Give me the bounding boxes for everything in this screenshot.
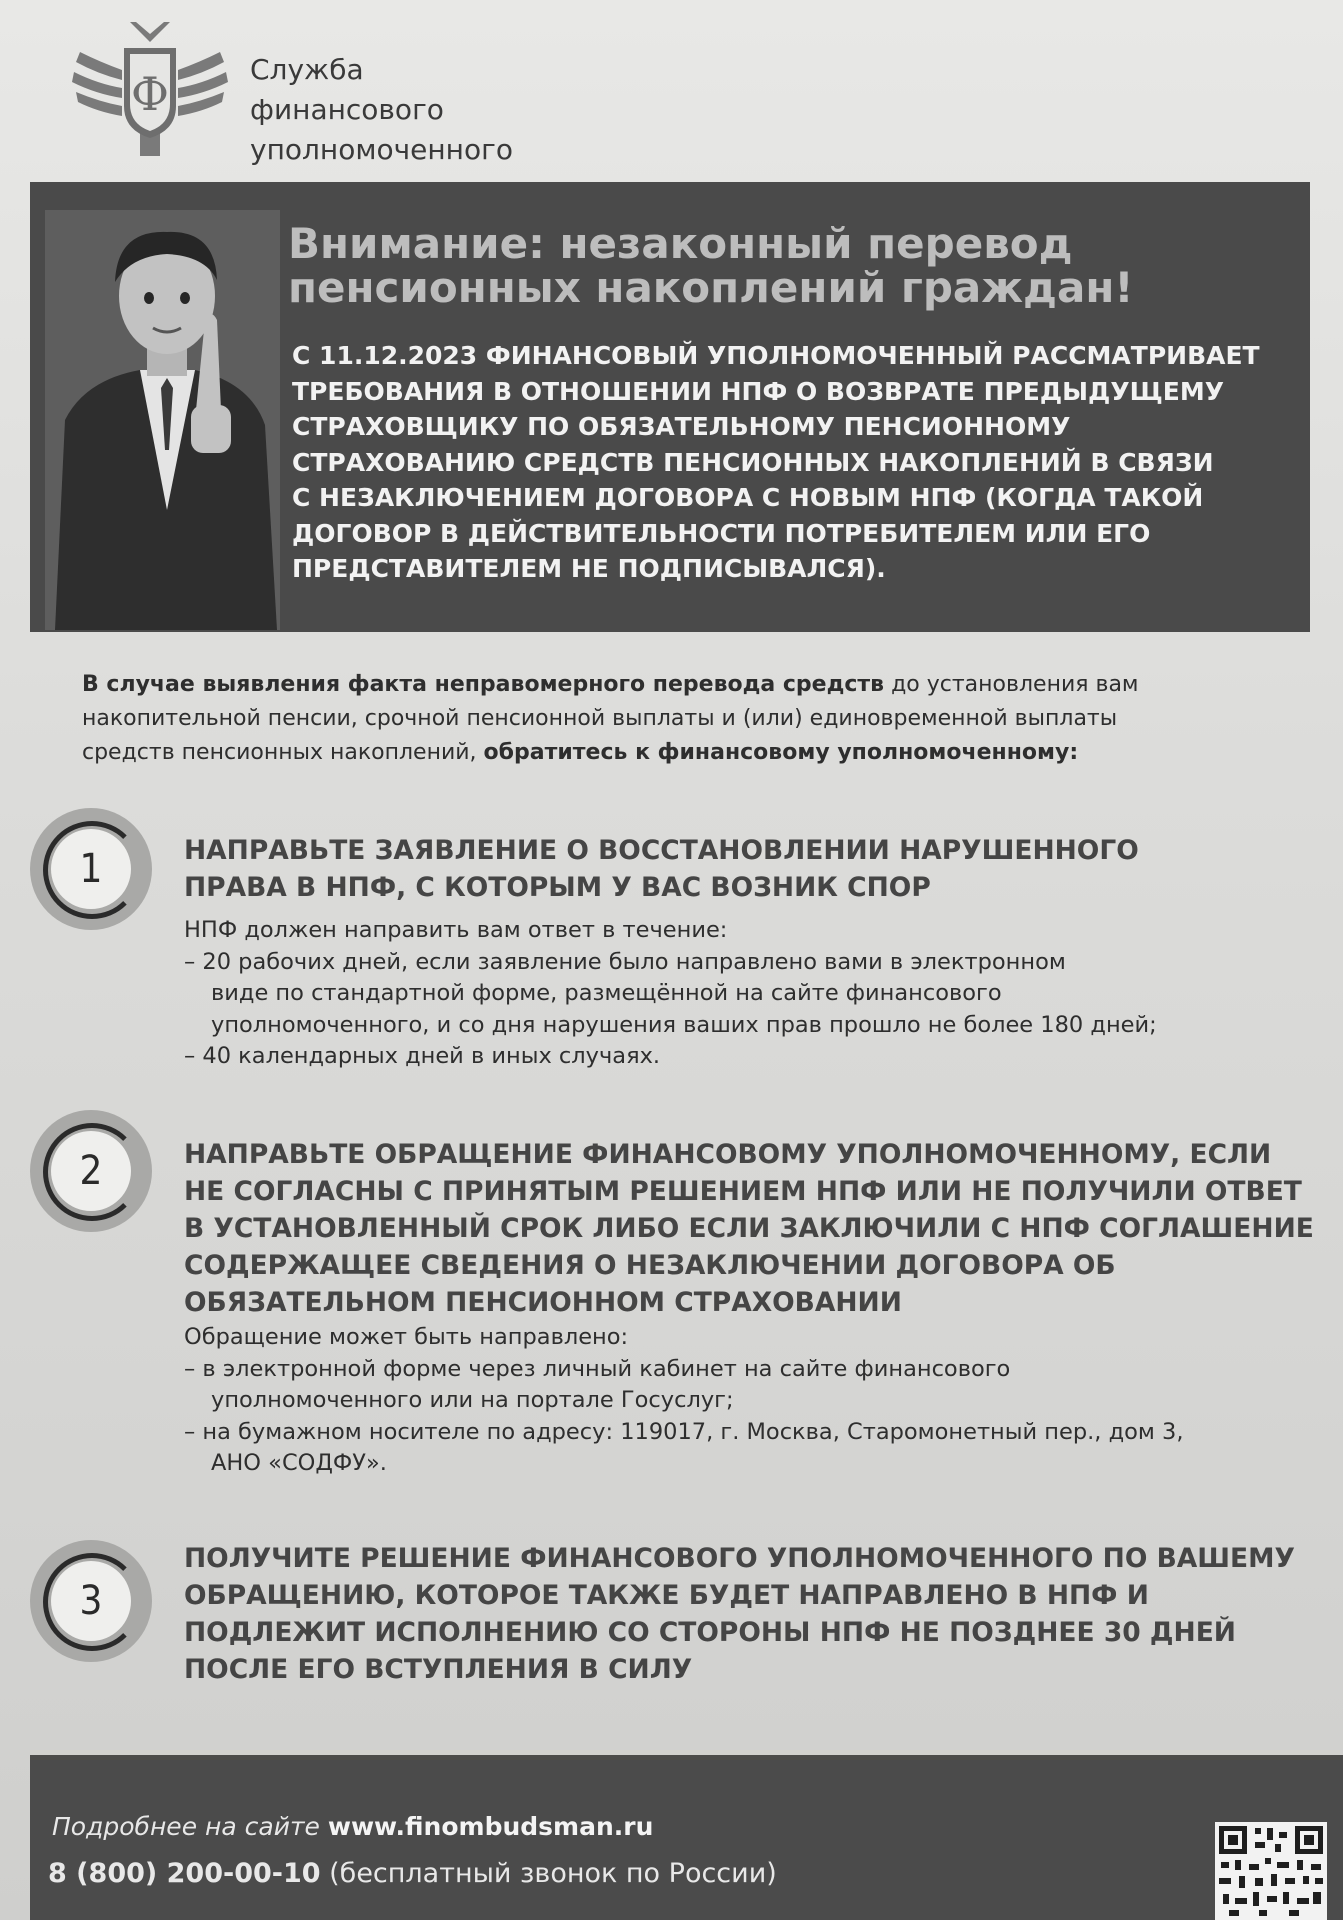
intro-text: до установления вам bbox=[884, 672, 1139, 697]
banner-title-line: Внимание: незаконный перевод bbox=[288, 219, 1073, 268]
ombudsman-logo-icon bbox=[70, 22, 230, 162]
step-3-badge bbox=[30, 1540, 152, 1662]
footer-phone-line bbox=[48, 1858, 777, 1889]
footer-more-label: Подробнее на сайте bbox=[52, 1812, 328, 1841]
svg-text:Ф: Ф bbox=[130, 67, 170, 121]
step-number: 1 bbox=[79, 846, 103, 892]
org-name bbox=[250, 50, 650, 170]
qr-code-icon[interactable] bbox=[1215, 1822, 1327, 1920]
step-1-body bbox=[184, 915, 1334, 1073]
banner-body-line: СТРАХОВАНИЮ СРЕДСТВ ПЕНСИОННЫХ НАКОПЛЕНИЙ В СВЯЗИ bbox=[292, 447, 1214, 477]
step-body-item: – 40 календарных дней в иных случаях. bbox=[184, 1043, 661, 1069]
step-title-line: ПРАВА В НПФ, С КОТОРЫМ У ВАС ВОЗНИК СПОР bbox=[184, 872, 931, 903]
banner-body-line: ПРЕДСТАВИТЕЛЕМ НЕ ПОДПИСЫВАЛСЯ). bbox=[292, 554, 886, 583]
step-2-body bbox=[184, 1322, 1334, 1480]
step-1-badge bbox=[30, 808, 152, 930]
step-body-item: виде по стандартной форме, размещённой на сайте финансового bbox=[211, 980, 1002, 1006]
step-body-item: уполномоченного или на портале Госуслуг; bbox=[211, 1387, 734, 1413]
step-number: 3 bbox=[79, 1578, 103, 1624]
banner-body bbox=[292, 338, 1302, 587]
banner-body-line: ТРЕБОВАНИЯ В ОТНОШЕНИИ НПФ О ВОЗВРАТЕ ПРЕДЫДУЩЕМУ bbox=[292, 376, 1224, 406]
step-title-line: ПОДЛЕЖИТ ИСПОЛНЕНИЮ СО СТОРОНЫ НПФ НЕ ПОЗДНЕЕ 30 ДНЕЙ bbox=[184, 1617, 1236, 1648]
step-2-badge bbox=[30, 1110, 152, 1232]
step-title-line: ПОЛУЧИТЕ РЕШЕНИЕ ФИНАНСОВОГО УПОЛНОМОЧЕННОГО ПО ВАШЕМУ bbox=[184, 1543, 1295, 1574]
intro-bold-lead: В случае выявления факта неправомерного перевода средств bbox=[82, 672, 885, 697]
org-name-line: Служба bbox=[250, 53, 364, 86]
step-title-line: СОДЕРЖАЩЕЕ СВЕДЕНИЯ О НЕЗАКЛЮЧЕНИИ ДОГОВОРА ОБ bbox=[184, 1250, 1116, 1281]
step-title-line: В УСТАНОВЛЕННЫЙ СРОК ЛИБО ЕСЛИ ЗАКЛЮЧИЛИ С НПФ СОГЛАШЕНИЕ bbox=[184, 1213, 1314, 1244]
step-2-title bbox=[184, 1136, 1334, 1321]
website-link[interactable]: www.finombudsman.ru bbox=[327, 1812, 654, 1841]
step-title-line: НАПРАВЬТЕ ЗАЯВЛЕНИЕ О ВОССТАНОВЛЕНИИ НАРУШЕННОГО bbox=[184, 835, 1139, 866]
banner-body-line: ДОГОВОР В ДЕЙСТВИТЕЛЬНОСТИ ПОТРЕБИТЕЛЕМ ИЛИ ЕГО bbox=[292, 518, 1151, 548]
step-3-title bbox=[184, 1540, 1334, 1688]
step-title-line: ОБРАЩЕНИЮ, КОТОРОЕ ТАКЖЕ БУДЕТ НАПРАВЛЕНО В НПФ И bbox=[184, 1580, 1149, 1611]
step-body-intro: НПФ должен направить вам ответ в течение: bbox=[184, 917, 728, 943]
org-name-line: уполномоченного bbox=[250, 133, 513, 166]
step-body-item: – на бумажном носителе по адресу: 119017, г. Москва, Старомонетный пер., дом 3, bbox=[184, 1418, 1184, 1445]
step-title-line: ПОСЛЕ ЕГО ВСТУПЛЕНИЯ В СИЛУ bbox=[184, 1654, 693, 1685]
phone-note: (бесплатный звонок по России) bbox=[320, 1858, 777, 1889]
step-title-line: НЕ СОГЛАСНЫ С ПРИНЯТЫМ РЕШЕНИЕМ НПФ ИЛИ НЕ ПОЛУЧИЛИ ОТВЕТ bbox=[184, 1176, 1302, 1207]
step-body-intro: Обращение может быть направлено: bbox=[184, 1324, 629, 1350]
banner-title-line: пенсионных накоплений граждан! bbox=[288, 263, 1134, 312]
banner-body-line: С 11.12.2023 ФИНАНСОВЫЙ УПОЛНОМОЧЕННЫЙ РАССМАТРИВАЕТ bbox=[292, 341, 1260, 370]
step-title-line: НАПРАВЬТЕ ОБРАЩЕНИЕ ФИНАНСОВОМУ УПОЛНОМОЧЕННОМУ, ЕСЛИ bbox=[184, 1139, 1272, 1170]
step-body-item: уполномоченного, и со дня нарушения ваших прав прошло не более 180 дней; bbox=[211, 1011, 1157, 1038]
banner-body-line: СТРАХОВЩИКУ ПО ОБЯЗАТЕЛЬНОМУ ПЕНСИОННОМУ bbox=[292, 412, 1071, 441]
step-body-item: – в электронной форме через личный кабинет на сайте финансового bbox=[184, 1355, 1011, 1382]
intro-text: средств пенсионных накоплений, bbox=[82, 740, 484, 765]
step-title-line: ОБЯЗАТЕЛЬНОМ ПЕНСИОННОМ СТРАХОВАНИИ bbox=[184, 1287, 902, 1318]
step-1-title bbox=[184, 832, 1334, 906]
step-body-item: АНО «СОДФУ». bbox=[211, 1450, 387, 1476]
intro-text: накопительной пенсии, срочной пенсионной выплаты и (или) единовременной выплаты bbox=[82, 706, 1118, 731]
org-name-line: финансового bbox=[250, 93, 444, 126]
businessman-illustration-icon bbox=[45, 210, 280, 630]
intro-bold-call: обратитесь к финансовому уполномоченному: bbox=[483, 740, 1079, 765]
step-body-item: – 20 рабочих дней, если заявление было направлено вами в электронном bbox=[184, 948, 1066, 975]
banner-title bbox=[288, 219, 1288, 312]
phone-number[interactable]: 8 (800) 200-00-10 bbox=[48, 1858, 321, 1889]
footer-website-line bbox=[52, 1812, 653, 1841]
step-number: 2 bbox=[79, 1148, 103, 1194]
banner-body-line: С НЕЗАКЛЮЧЕНИЕМ ДОГОВОРА С НОВЫМ НПФ (КОГДА ТАКОЙ bbox=[292, 483, 1204, 512]
intro-paragraph bbox=[82, 668, 1322, 770]
